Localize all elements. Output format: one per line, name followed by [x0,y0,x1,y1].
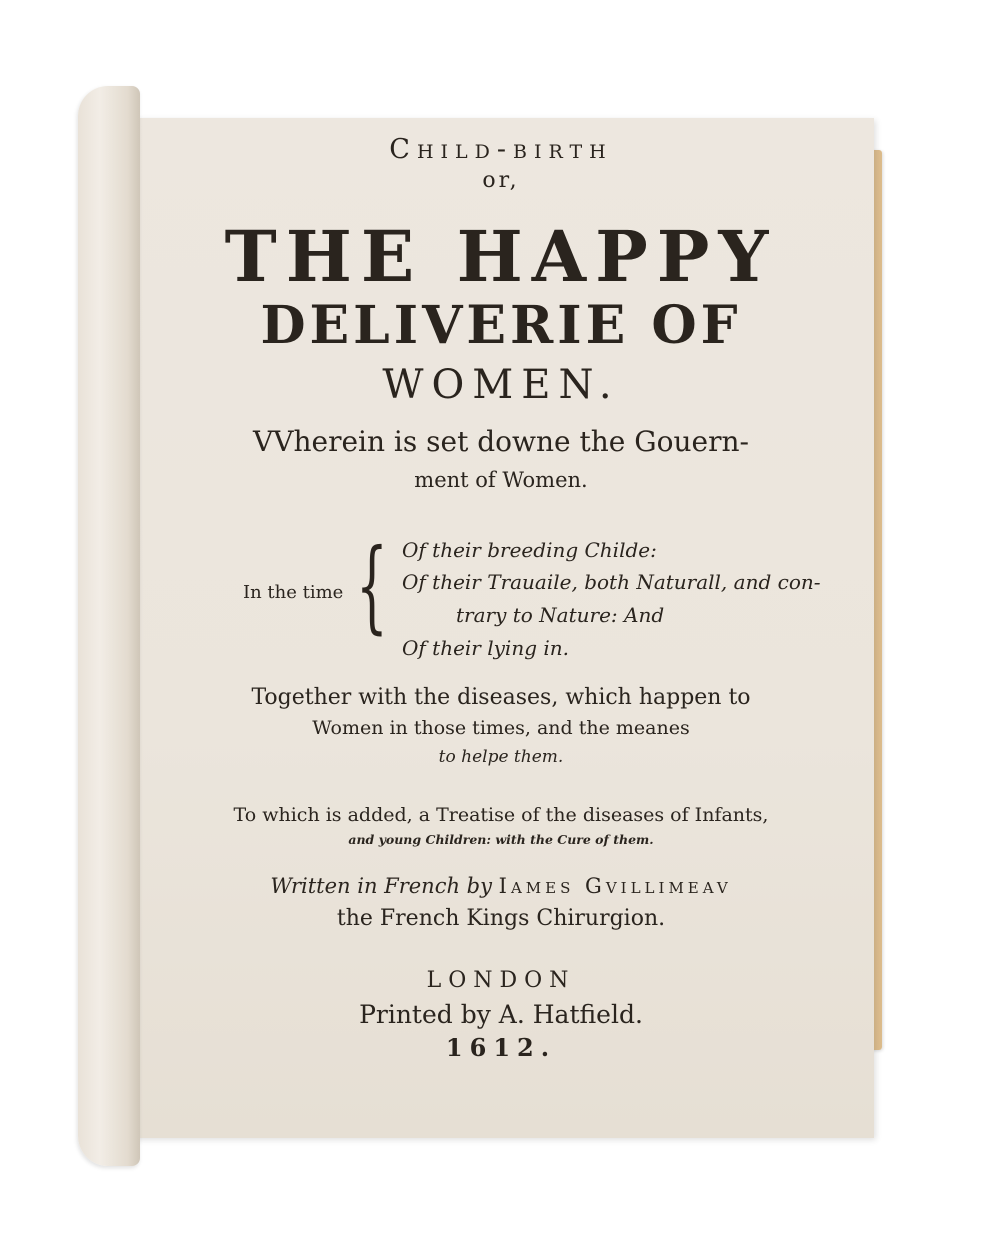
written-prefix: Written in French by [270,874,492,898]
together-line-1: Together with the diseases, which happen to [251,685,751,710]
title-line-happy: THE HAPPY [224,215,778,298]
added-line-2: and young Children: with the Cure of them. [348,832,654,847]
wherein-line-2: ment of Women. [414,468,588,492]
time-item-3: trary to Nature: And [456,603,665,627]
title-line-childbirth: Child-birth [389,134,613,165]
together-line-2: Women in those times, and the meanes [312,717,690,739]
added-line-1: To which is added, a Treatise of the diseases of Infants, [233,804,769,826]
title-line-deliverie: DELIVERIE OF [260,295,742,356]
written-line-2: the French Kings Chirurgion. [336,906,666,931]
curly-brace: { [356,527,388,644]
time-item-2: Of their Trauaile, both Naturall, and con- [402,570,821,594]
imprint-city: LONDON [426,968,576,993]
written-line-1 [128,876,874,897]
time-item-4: Of their lying in. [402,636,569,660]
wherein-line-1: VVherein is set downe the Gouern- [253,425,749,458]
time-item-1: Of their breeding Childe: [402,538,657,562]
imprint-year: 1612. [445,1033,557,1062]
title-line-women: WOMEN. [382,362,620,408]
together-line-3: to helpe them. [438,747,564,767]
title-line-or: or, [482,168,520,193]
in-the-time-label: In the time [243,582,344,603]
imprint-printer: Printed by A. Hatfield. [359,1000,643,1029]
author-name: Iames Gvillimeav [498,874,732,898]
